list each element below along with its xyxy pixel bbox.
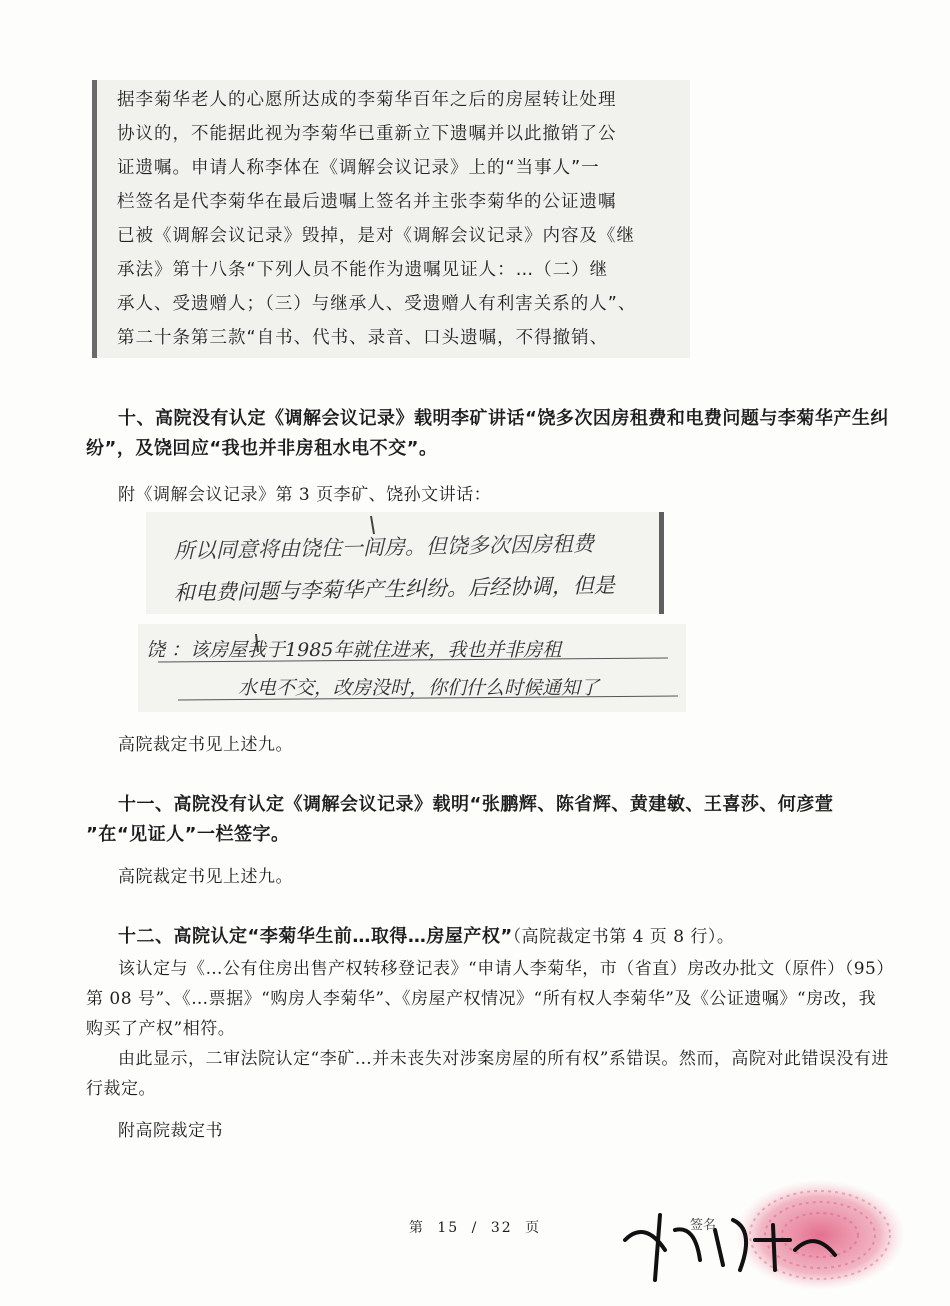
handwritten-record-image-1 (146, 512, 664, 614)
section-11-heading: 十一、高院没有认定《调解会议记录》载明“张鹏辉、陈省辉、黄建敏、王喜莎、何彦萱 ”在“见证人”一栏签字。 (86, 794, 834, 845)
section-10-heading: 十、高院没有认定《调解会议记录》载明李矿讲话“饶多次因房租费和电费问题与李菊华产生纠纷”，及饶回应“我也并非房租水电不交”。 (86, 408, 889, 459)
page-current: 15 (437, 1220, 460, 1236)
excerpt-line: 证遗嘱。申请人称李体在《调解会议记录》上的“当事人”一 (117, 158, 600, 178)
section-12-attach-note: 附高院裁定书 (118, 1121, 223, 1141)
section-10-note: 高院裁定书见上述九。 (118, 735, 293, 755)
page-total: 32 (490, 1220, 513, 1236)
excerpt-line: 承人、受遗赠人；（三）与继承人、受遗赠人有利害关系的人”、 (117, 294, 637, 314)
scanned-excerpt (92, 80, 690, 358)
excerpt-line: 承法》第十八条“下列人员不能作为遗嘱见证人：…（二）继 (117, 260, 609, 280)
section-12-paragraph-1: 该认定与《…公有住房出售产权转移登记表》“申请人李菊华，市（省直）房改办批文（原件）（95）第 08 号”、《…票据》“购房人李菊华”、《房屋产权情况》“所有权人李菊华”及《公证遗嘱》“房改，我购买了产权”相符。 (86, 959, 886, 1039)
excerpt-line: 已被《调解会议记录》毁掉，是对《调解会议记录》内容及《继 (117, 226, 635, 246)
handwriting-line: 水电不交，改房没时，你们什么时候通知了 (238, 677, 600, 699)
handwritten-record-image-2 (138, 624, 686, 712)
fingerprint-seal-and-signature (605, 1170, 905, 1300)
handwriting-strokes (138, 624, 686, 712)
section-12-heading-ref: （高院裁定书第 4 页 8 行）。 (512, 927, 735, 947)
section-12-paragraph-2: 由此显示，二审法院认定“李矿…并未丧失对涉案房屋的所有权”系错误。然而，高院对此错误没有进行裁定。 (86, 1049, 889, 1099)
page-prefix: 第 (408, 1220, 425, 1236)
page-suffix: 页 (525, 1220, 542, 1236)
excerpt-line: 协议的，不能据此视为李菊华已重新立下遗嘱并以此撤销了公 (117, 124, 617, 144)
section-10-attach-note: 附《调解会议记录》第 3 页李矿、饶孙文讲话： (118, 485, 492, 505)
section-12-heading (86, 922, 890, 952)
handwriting-line: 饶 ：该房屋我于1985年就住进来，我也并非房租 (146, 639, 562, 661)
page-separator: / (471, 1220, 479, 1236)
handwriting-line: 和电费问题与李菊华产生纠纷。后经协调，但是 (173, 573, 616, 605)
handwriting-strokes (146, 512, 664, 614)
handwriting-line: 所以同意将由饶住一间房。但饶多次因房租费 (173, 531, 595, 563)
section-12-heading-bold: 十二、高院认定“李菊华生前…取得…房屋产权” (118, 926, 513, 947)
section-11-note: 高院裁定书见上述九。 (118, 867, 293, 887)
excerpt-line: 栏签名是代李菊华在最后遗嘱上签名并主张李菊华的公证遗嘱 (117, 192, 617, 212)
excerpt-line: 第二十条第三款“自书、代书、录音、口头遗嘱，不得撤销、 (117, 328, 609, 348)
signature-label: 签名 (690, 1218, 717, 1233)
excerpt-line: 据李菊华老人的心愿所达成的李菊华百年之后的房屋转让处理 (117, 90, 617, 110)
